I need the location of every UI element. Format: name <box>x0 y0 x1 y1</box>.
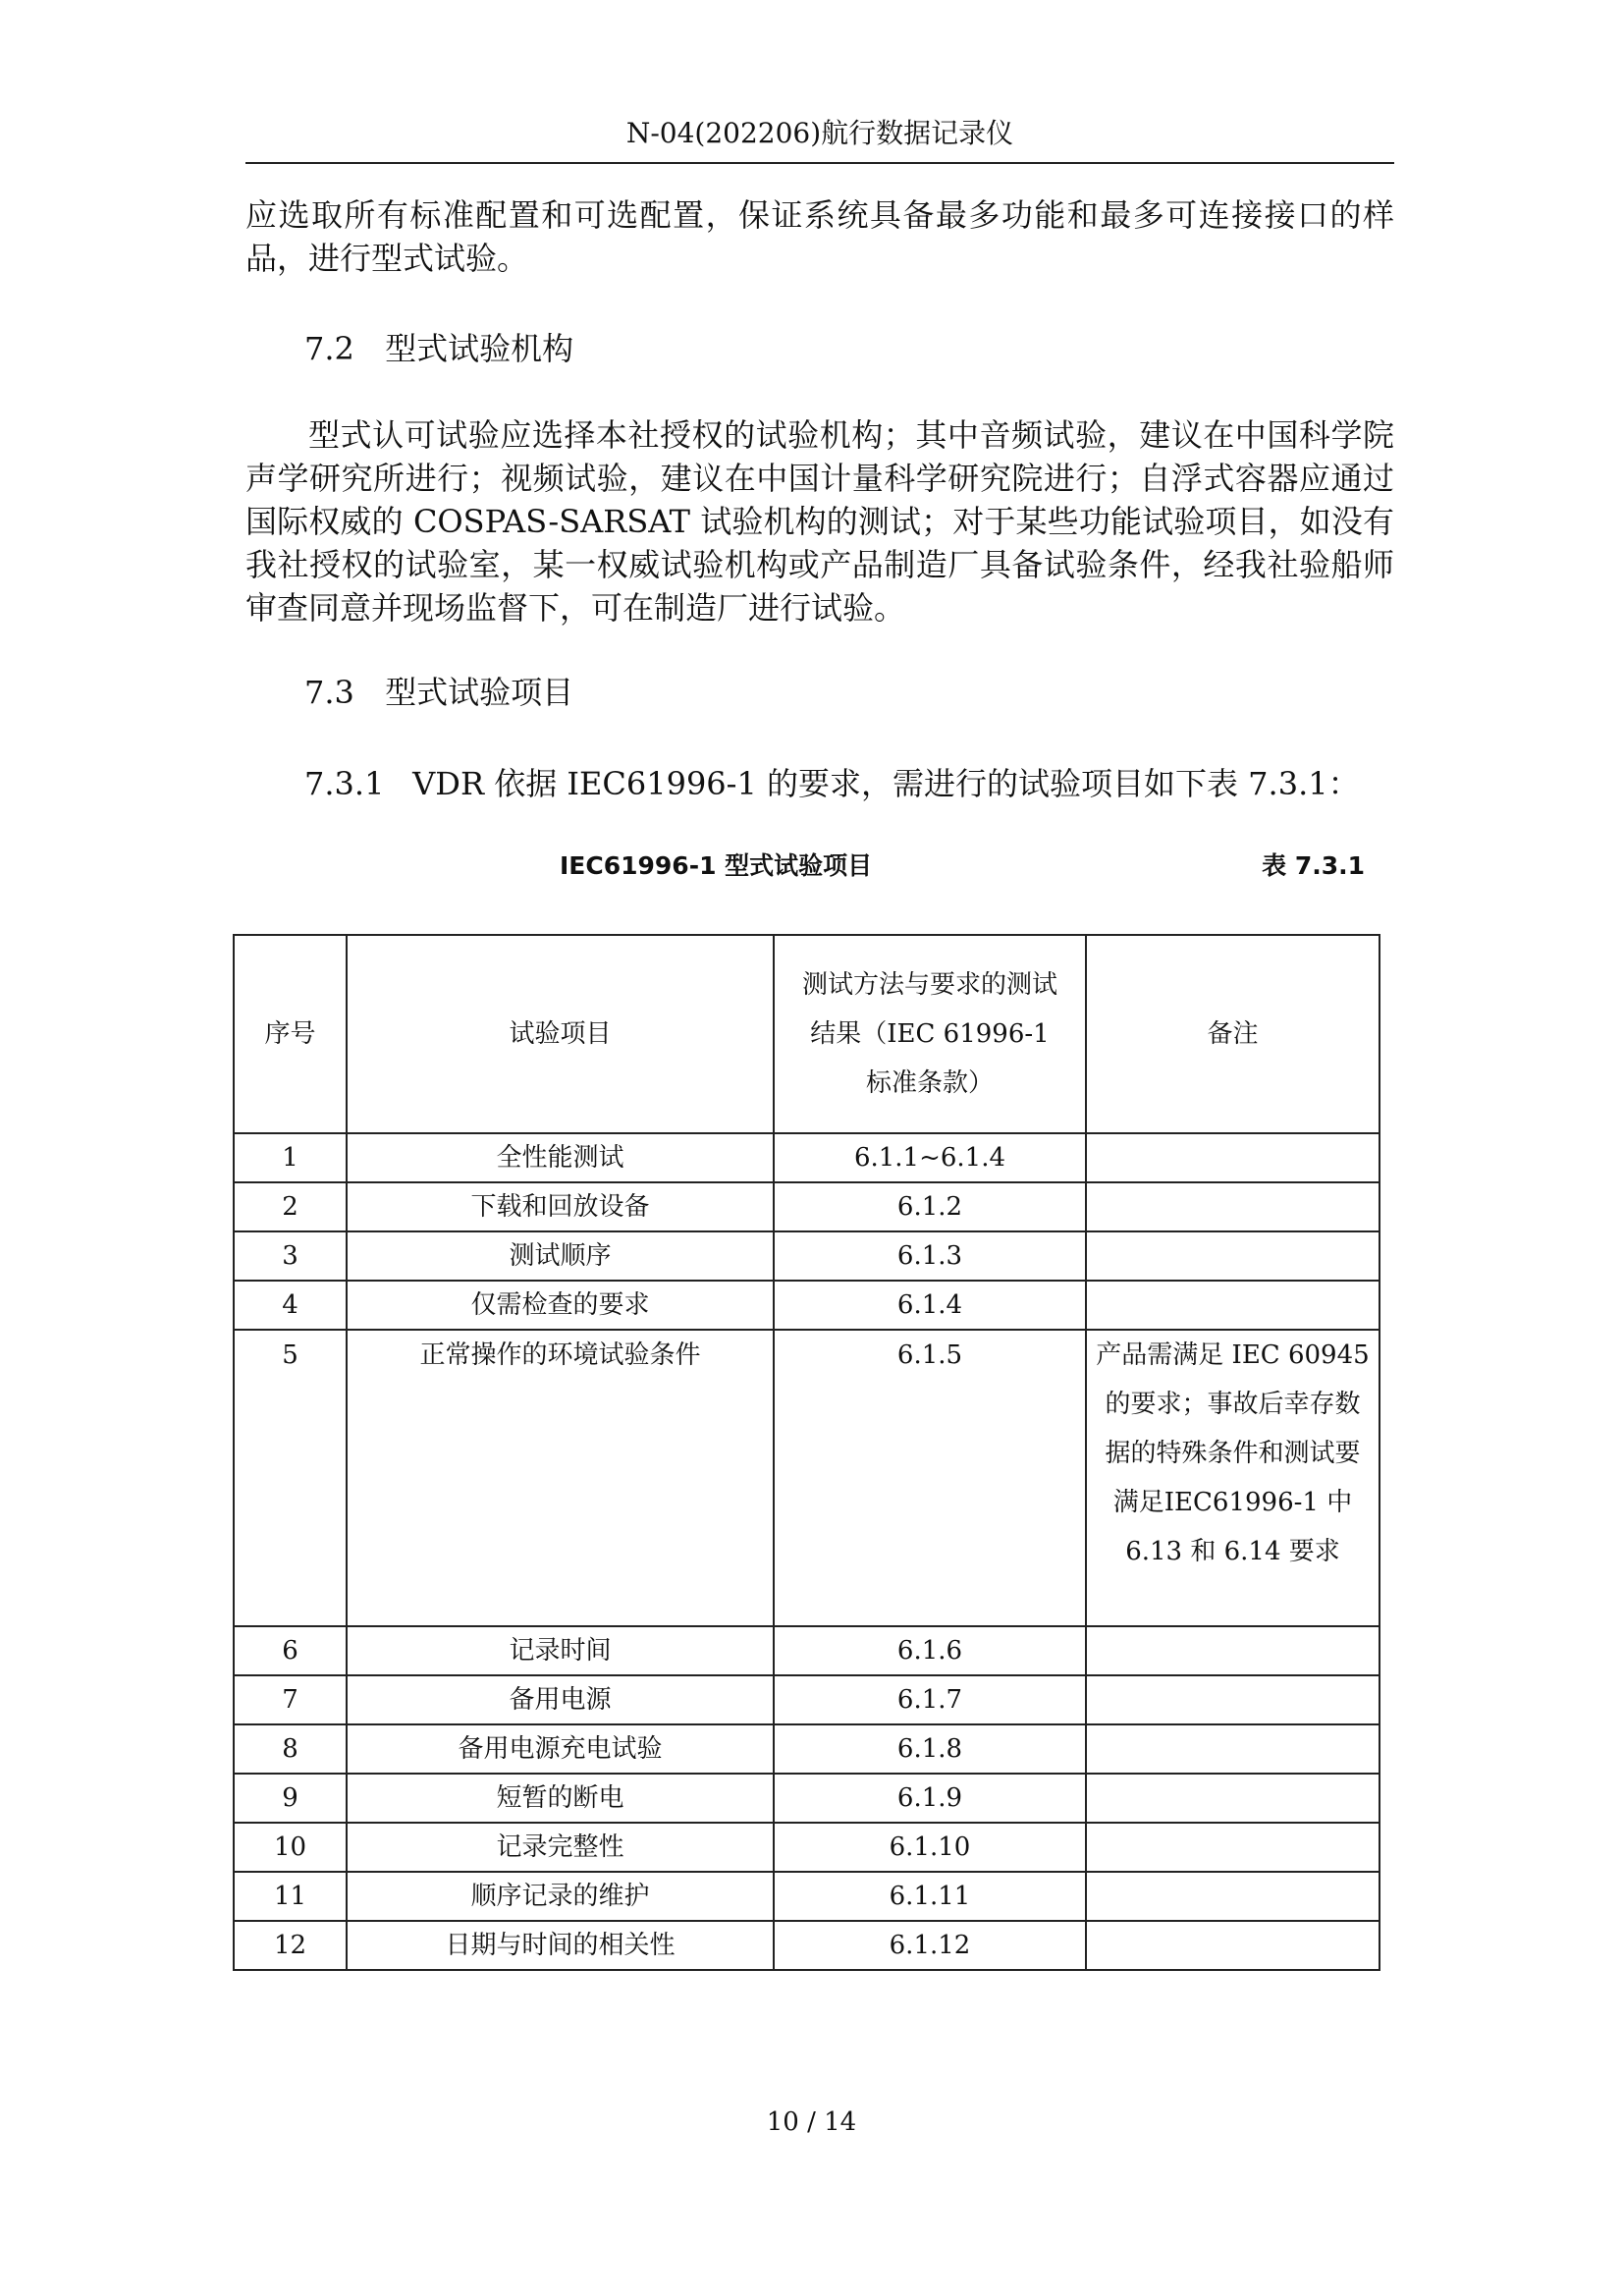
row-remark <box>1086 1626 1380 1675</box>
row-item: 下载和回放设备 <box>347 1182 774 1231</box>
section-7-3-1-text: VDR 依据 IEC61996-1 的要求，需进行的试验项目如下表 7.3.1： <box>412 765 1360 802</box>
table-row <box>234 1281 1380 1330</box>
header-no: 序号 <box>234 935 347 1133</box>
table-row <box>234 1133 1380 1182</box>
header-item: 试验项目 <box>347 935 774 1133</box>
row-no: 11 <box>234 1872 347 1921</box>
row-remark <box>1086 1774 1380 1823</box>
row-no: 3 <box>234 1231 347 1281</box>
section-7-3-number: 7.3 <box>304 674 354 711</box>
row-clause: 6.1.7 <box>774 1675 1086 1724</box>
row-remark <box>1086 1182 1380 1231</box>
test-items-table <box>233 934 1380 1971</box>
row-clause: 6.1.10 <box>774 1823 1086 1872</box>
row-clause: 6.1.9 <box>774 1774 1086 1823</box>
row-clause: 6.1.3 <box>774 1231 1086 1281</box>
table-row <box>234 1872 1380 1921</box>
table-row <box>234 1921 1380 1970</box>
row-clause: 6.1.12 <box>774 1921 1086 1970</box>
row-no: 5 <box>234 1330 347 1626</box>
row-item: 正常操作的环境试验条件 <box>347 1330 774 1626</box>
row-no: 10 <box>234 1823 347 1872</box>
row-item: 备用电源 <box>347 1675 774 1724</box>
table-caption <box>236 847 1365 886</box>
row-clause: 6.1.11 <box>774 1872 1086 1921</box>
table-row <box>234 1724 1380 1774</box>
row-clause: 6.1.5 <box>774 1330 1086 1626</box>
table-title: IEC61996-1 型式试验项目 <box>560 851 873 880</box>
row-clause: 6.1.8 <box>774 1724 1086 1774</box>
row-clause: 6.1.4 <box>774 1281 1086 1330</box>
intro-paragraph: 应选取所有标准配置和可选配置，保证系统具备最多功能和最多可连接接口的样品，进行型式试验。 <box>245 196 1394 277</box>
header-method: 测试方法与要求的测试结果（IEC 61996-1 标准条款） <box>774 935 1086 1133</box>
row-remark <box>1086 1281 1380 1330</box>
row-remark <box>1086 1823 1380 1872</box>
row-remark <box>1086 1231 1380 1281</box>
header-divider <box>245 162 1394 164</box>
page-number: 10 / 14 <box>766 2107 857 2137</box>
table-header-row <box>234 935 1380 1133</box>
row-item: 测试顺序 <box>347 1231 774 1281</box>
row-remark <box>1086 1872 1380 1921</box>
row-clause: 6.1.6 <box>774 1626 1086 1675</box>
row-item: 日期与时间的相关性 <box>347 1921 774 1970</box>
row-remark: 产品需满足 IEC 60945 的要求；事故后幸存数据的特殊条件和测试要满足IEC61996-1 中 6.13 和 6.14 要求 <box>1086 1330 1380 1626</box>
section-7-2-heading <box>304 327 573 370</box>
row-item: 顺序记录的维护 <box>347 1872 774 1921</box>
row-item: 记录时间 <box>347 1626 774 1675</box>
row-item: 备用电源充电试验 <box>347 1724 774 1774</box>
row-no: 2 <box>234 1182 347 1231</box>
row-no: 8 <box>234 1724 347 1774</box>
section-7-3-heading <box>304 671 573 714</box>
row-remark <box>1086 1921 1380 1970</box>
header-remark: 备注 <box>1086 935 1380 1133</box>
table-label: 表 7.3.1 <box>1262 851 1365 880</box>
row-item: 记录完整性 <box>347 1823 774 1872</box>
section-7-2-title: 型式试验机构 <box>385 330 574 367</box>
table-row <box>234 1231 1380 1281</box>
table-row <box>234 1823 1380 1872</box>
section-7-3-title: 型式试验项目 <box>385 674 574 711</box>
row-no: 12 <box>234 1921 347 1970</box>
table-row <box>234 1182 1380 1231</box>
row-no: 1 <box>234 1133 347 1182</box>
section-7-2-number: 7.2 <box>304 330 354 367</box>
row-remark <box>1086 1133 1380 1182</box>
table-row <box>234 1675 1380 1724</box>
row-clause: 6.1.2 <box>774 1182 1086 1231</box>
row-no: 6 <box>234 1626 347 1675</box>
table-row <box>234 1330 1380 1626</box>
row-item: 短暂的断电 <box>347 1774 774 1823</box>
section-7-3-1-number: 7.3.1 <box>304 765 385 802</box>
row-item: 仅需检查的要求 <box>347 1281 774 1330</box>
row-no: 7 <box>234 1675 347 1724</box>
section-7-2-paragraph: 型式认可试验应选择本社授权的试验机构；其中音频试验，建议在中国科学院声学研究所进行；视频试验，建议在中国计量科学研究院进行；自浮式容器应通过国际权威的 COSPAS-SARSAT 试验机构的测试；对于某些功能试验项目，如没有我社授权的试验室，某一权威试验机构或产品制造厂具备试验条件，经我社验船师审查同意并现场监督下，可在制造厂进行试验。 <box>245 416 1394 627</box>
row-no: 4 <box>234 1281 347 1330</box>
row-no: 9 <box>234 1774 347 1823</box>
row-remark <box>1086 1675 1380 1724</box>
page-header-title: N-04(202206)航行数据记录仪 <box>625 117 1014 149</box>
row-clause: 6.1.1~6.1.4 <box>774 1133 1086 1182</box>
table-row <box>234 1774 1380 1823</box>
row-item: 全性能测试 <box>347 1133 774 1182</box>
row-remark <box>1086 1724 1380 1774</box>
table-row <box>234 1626 1380 1675</box>
section-7-3-1-heading <box>304 762 1360 805</box>
